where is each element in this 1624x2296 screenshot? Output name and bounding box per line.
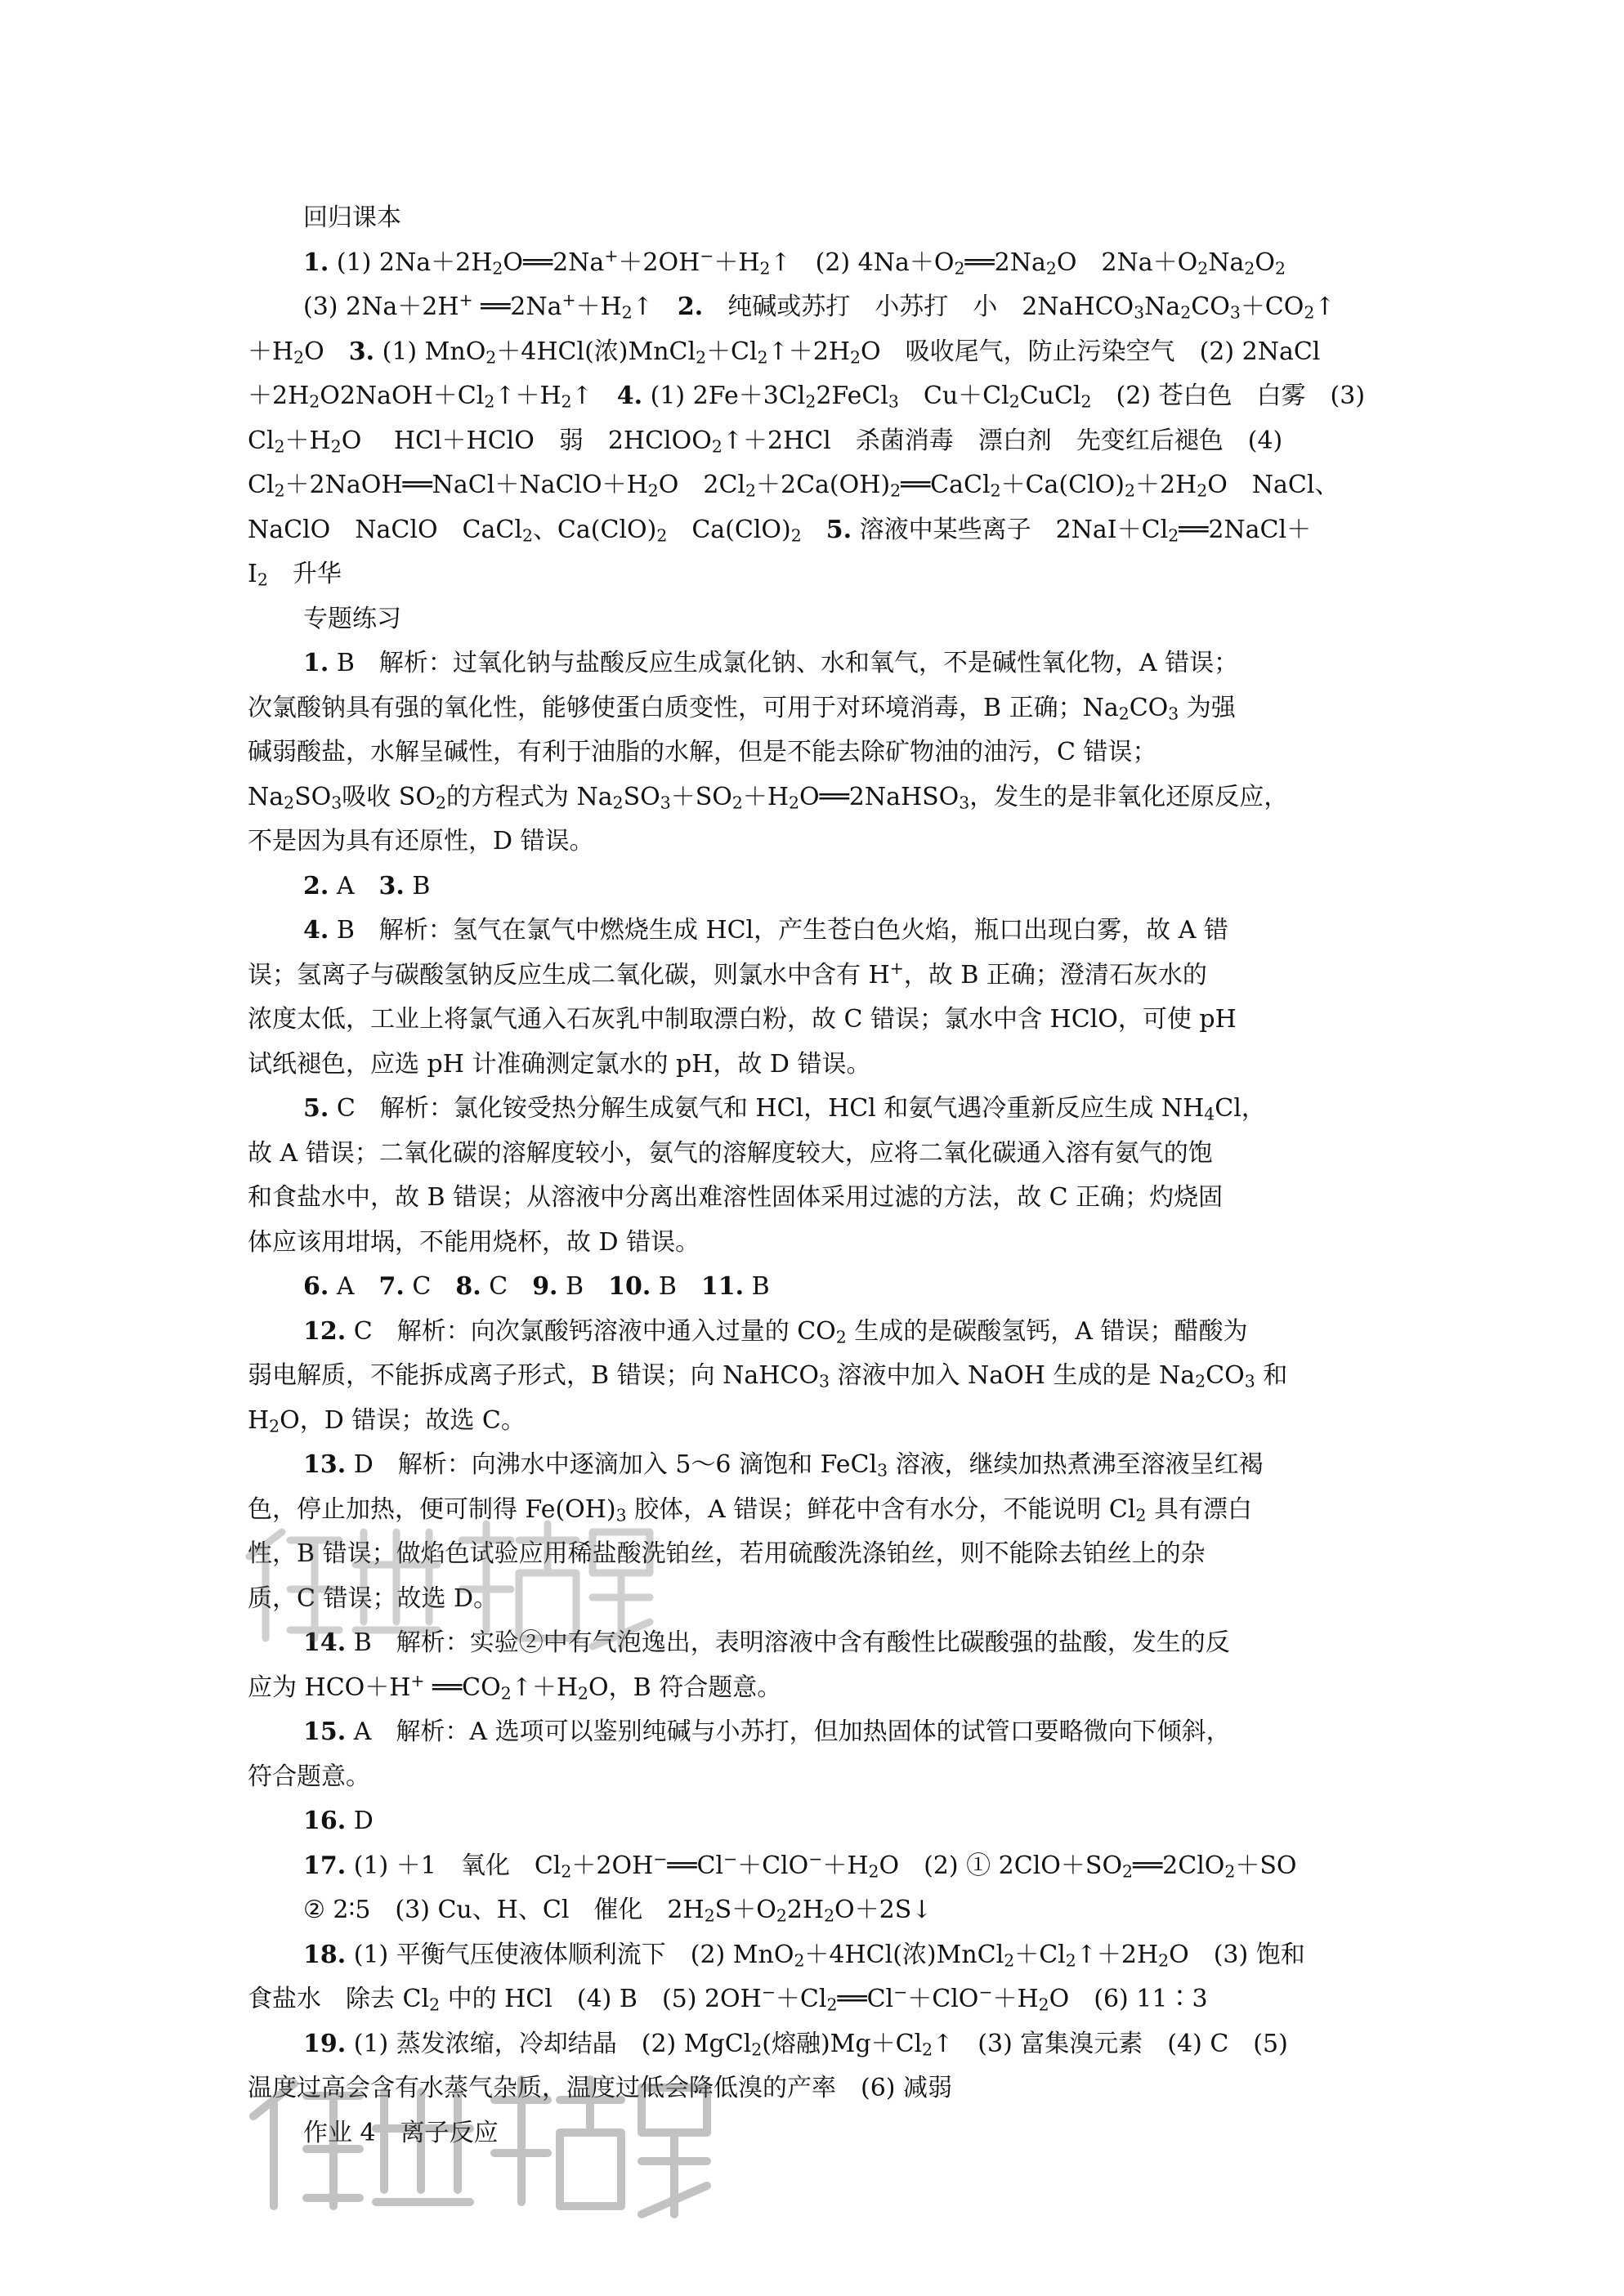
text-line: 食盐水 除去 $Cl_2$ 中的 HCl (4) B (5) $2OH^-+Cl_2══Cl^-+ClO^-+H_2O$ (6) 11∶3 [248, 1981, 1208, 2015]
text-line: $Cl_2+H_2O$ HCl＋HClO 弱 2HClOO$_2$↑＋2HCl 杀菌消毒 漂白剂 先变红后褪色 (4) [248, 426, 1283, 456]
text-line: 16. D [303, 1807, 374, 1835]
text-line: 和食盐水中，故 B 错误；从溶液中分离出难溶性固体采用过滤的方法，故 C 正确；灼烧固 [248, 1183, 1224, 1212]
text-line: $+H_2O$ 3. (1) MnO$_2$＋4HCl(浓)$MnCl_2+Cl_2↑+2H_2O$ 吸收尾气，防止污染空气 (2) 2NaCl [248, 337, 1321, 367]
text-line: 4. B 解析：氢气在氯气中燃烧生成 HCl，产生苍白色火焰，瓶口出现白雾，故 A 错 [303, 916, 1228, 945]
text-line: 作业 4 离子反应 [303, 2118, 499, 2147]
text-line: 5. C 解析：氯化铵受热分解生成氨气和 HCl，HCl 和氨气遇冷重新反应生成 $NH_4Cl$， [303, 1094, 1266, 1124]
text-line: 6. A 7. C 8. C 9. B 10. B 11. B [303, 1272, 770, 1301]
text-line: 不是因为具有还原性，D 错误。 [248, 827, 594, 855]
text-line: 19. (1) 蒸发浓缩，冷却结晶 (2) MgCl$_2$(熔融)$Mg+Cl_2↑$ (3) 富集溴元素 (4) C (5) [303, 2029, 1288, 2059]
text-line: $+2H_2O2NaOH+Cl_2↑+H_2↑$ 4. (1) $2Fe+3Cl_22FeCl_3$ $Cu+Cl_2CuCl_2$ (2) 苍白色 白雾 (3) [248, 382, 1366, 412]
text-line: ② 2∶5 (3) Cu、H、Cl 催化 $2H_2S+O_22H_2O+2S↓$ [303, 1896, 933, 1926]
text-line: 12. C 解析：向次氯酸钙溶液中通入过量的 $CO_2$ 生成的是碳酸氢钙，A 错误；醋酸为 [303, 1316, 1248, 1347]
watermark-logo-middle [233, 1508, 658, 1655]
text-line: 15. A 解析：A 选项可以鉴别纯碱与小苏打，但加热固体的试管口要略微向下倾斜， [303, 1718, 1231, 1746]
text-line: 1. (1) $2Na+2H_2O══2Na^++2OH^-+H_2↑$ (2) $4Na+O_2══2Na_2O$ $2Na+O_2Na_2O_2$ [303, 245, 1286, 278]
text-line: 碱弱酸盐，水解呈碱性，有利于油脂的水解，但是不能去除矿物油的油污，C 错误； [248, 738, 1157, 766]
text-line: 弱电解质，不能拆成离子形式，B 错误；向 NaHCO$_3$ 溶液中加入 NaOH 生成的是 $Na_2CO_3$ 和 [248, 1361, 1288, 1391]
text-line: 次氯酸钠具有强的氧化性，能够使蛋白质变性，可用于对环境消毒，B 正确；$Na_2CO_3$ 为强 [248, 693, 1236, 723]
text-line: 体应该用坩埚，不能用烧杯，故 D 错误。 [248, 1227, 700, 1257]
answer-page [248, 196, 1392, 2155]
text-line: (3) 2Na＋2H+ $══2Na^++H_2↑$ 2. 纯碱或苏打 小苏打 小 $2NaHCO_3Na_2CO_3+CO_2↑$ [303, 289, 1335, 323]
watermark-logo-bottom [237, 2059, 719, 2222]
text-line: 13. D 解析：向沸水中逐滴加入 5～6 滴饱和 FeCl$_3$ 溶液，继续加热煮沸至溶液呈红褐 [303, 1450, 1264, 1481]
text-line: $Na_2SO_3$吸收 $SO_2$的方程式为 $Na_2SO_3+SO_2+H_2O══2NaHSO_3$，发生的是非氧化还原反应， [248, 782, 1289, 812]
text-line: $H_2O$，D 错误；故选 C。 [248, 1405, 526, 1436]
text-line: 性，B 错误；做焰色试验应用稀盐酸洗铂丝，若用硫酸洗涤铂丝，则不能除去铂丝上的杂 [248, 1539, 1206, 1568]
text-line: 符合题意。 [248, 1762, 370, 1791]
text-line: 1. B 解析：过氧化钠与盐酸反应生成氯化钠、水和氧气，不是碱性氧化物，A 错误； [303, 649, 1239, 677]
text-line: 色，停止加热，便可制得 $Fe(OH)_3$ 胶体，A 错误；鲜花中含有水分，不能说明 $Cl_2$ 具有漂白 [248, 1494, 1252, 1525]
text-line: 17. (1) ＋1 氧化 $Cl_2+2OH^-══Cl^-+ClO^-+H_2O$ (2) ① $2ClO+SO_2══2ClO_2+SO$ [303, 1848, 1297, 1881]
text-line: 14. B 解析：实验②中有气泡逸出，表明溶液中含有酸性比碳酸强的盐酸，发生的反 [303, 1628, 1230, 1657]
text-line: 回归课本 [303, 203, 401, 232]
text-line: 故 A 错误；二氧化碳的溶解度较小，氨气的溶解度较大，应将二氧化碳通入溶有氨气的饱 [248, 1138, 1213, 1168]
text-line: 试纸褪色，应选 pH 计准确测定氯水的 pH，故 D 错误。 [248, 1049, 871, 1079]
text-line: 浓度太低，工业上将氯气通入石灰乳中制取漂白粉，故 C 错误；氯水中含 HClO，可使 pH [248, 1005, 1237, 1034]
text-line: 专题练习 [303, 604, 401, 633]
text-line: 2. A 3. B [303, 871, 431, 900]
text-line: 温度过高会含有水蒸气杂质，温度过低会降低溴的产率 (6) 减弱 [248, 2074, 953, 2102]
text-line: 误；氢离子与碳酸氢钠反应生成二氧化碳，则氯水中含有 H+，故 B 正确；澄清石灰水的 [248, 958, 1207, 989]
text-line: 18. (1) 平衡气压使液体顺利流下 (2) MnO$_2$＋4HCl(浓)$MnCl_2+Cl_2↑+2H_2O$ (3) 饱和 [303, 1940, 1305, 1970]
text-line: $I_2$ 升华 [248, 560, 342, 590]
text-line: 应为 HCO＋H+ $══CO_2↑+H_2O$，B 符合题意。 [248, 1670, 782, 1703]
text-line: 质，C 错误；故选 D。 [248, 1584, 499, 1613]
text-line: $Cl_2+2NaOH══NaCl+NaClO+H_2O$ $2Cl_2+2Ca(OH)_2══CaCl_2+Ca(ClO)_2+2H_2O$ NaCl、 [248, 471, 1340, 501]
text-line: NaClO NaClO CaCl$_2$、$Ca(ClO)_2$ $Ca(ClO)_2$ 5. 溶液中某些离子 $2NaI+Cl_2══2NaCl+$ [248, 515, 1312, 545]
